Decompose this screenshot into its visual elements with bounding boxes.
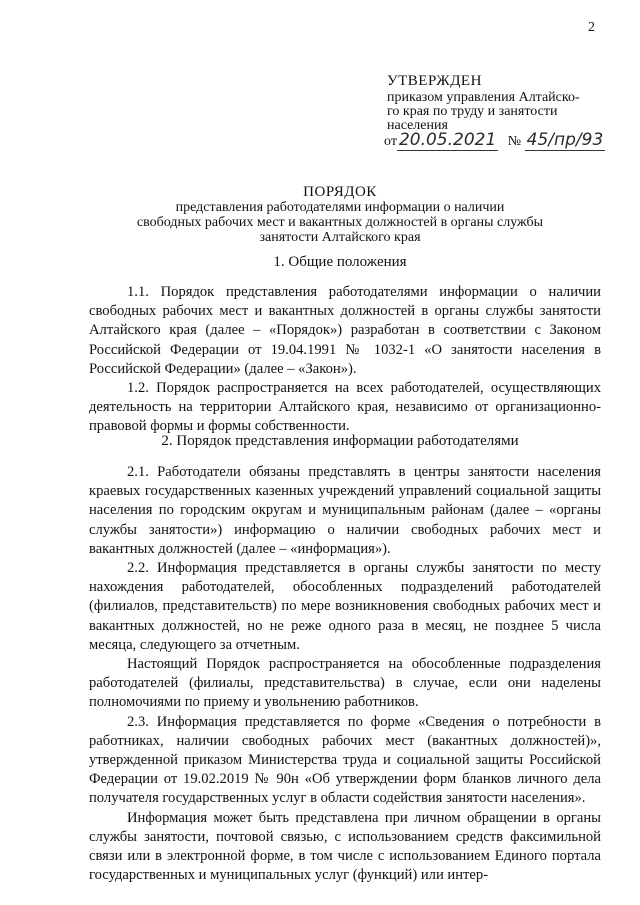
paragraph: 2.2. Информация представляется в органы службы занятости по месту нахождения работодателей, обособленных подразделений работодателей (филиалов, представительств) по мере возникновения свободных рабочих мест и вакантных должностей, но не реже одного раза в месяц, не позднее 5 числа месяца, следующего за отчетным. xyxy=(89,560,601,653)
section-body-general xyxy=(89,283,601,437)
paragraph: 2.1. Работодатели обязаны представлять в центры занятости населения краевых государственных казенных учреждений управлений социальной защиты населения по городским округам и муниципальным районам (далее – «органы службы занятости») информацию о наличии свободных рабочих мест и вакантных должностей (далее – «информация»). xyxy=(89,464,601,557)
title-line: занятости Алтайского края xyxy=(259,230,421,245)
paragraph: Информация может быть представлена при личном обращении в органы службы занятости, почтовой связью, с использованием средств факсимильной связи или в электронной форме, в том числе с использованием Единого портала государственных и муниципальных услуг (функций) или интер- xyxy=(89,809,601,884)
date-prefix: от xyxy=(384,134,397,149)
section-heading-procedure: 2. Порядок представления информации работодателями xyxy=(161,433,519,449)
paragraph: 1.1. Порядок представления работодателями информации о наличии свободных рабочих мест и вакантных должностей в органы службы занятости Алтайского края (далее – «Порядок») разработан в соответствии с Законом Российской Федерации от 19.04.1991 № 1032-1 «О занятости населения в Российской Федерации» (далее – «Закон»). xyxy=(89,284,601,377)
title-main: ПОРЯДОК xyxy=(303,184,377,200)
paragraph: 2.3. Информация представляется по форме «Сведения о потребности в работниках, наличии свободных рабочих мест (вакантных должностей)», утвержденной приказом Министерства труда и социальной защиты Российской Федерации от 19.02.2019 № 90н «Об утверждении форм бланков личного дела получателя государственных услуг в области содействия занятости населения». xyxy=(89,713,601,807)
page-number: 2 xyxy=(588,20,595,35)
title-line: представления работодателями информации о наличии xyxy=(175,200,505,215)
handwritten-date: 20.05.2021 xyxy=(398,130,497,150)
handwritten-order-number: 45/пр/93 xyxy=(526,130,604,150)
approval-heading: УТВЕРЖДЕН xyxy=(387,73,482,89)
approval-stamp xyxy=(384,74,614,149)
approval-line: населения xyxy=(387,118,448,133)
number-prefix: № xyxy=(507,134,522,149)
paragraph: 1.2. Порядок распространяется на всех работодателей, осуществляющих деятельность на территории Алтайского края, независимо от организационно-правовой формы и формы собственности. xyxy=(89,380,601,435)
section-heading-general: 1. Общие положения xyxy=(273,254,407,270)
approval-line: го края по труду и занятости xyxy=(387,104,558,119)
approval-line: приказом управления Алтайско- xyxy=(387,90,580,105)
paragraph: Настоящий Порядок распространяется на обособленные подразделения работодателей (филиалы, представительства) в случае, если они наделены полномочиями по приему и увольнению работников. xyxy=(89,656,601,711)
document-title xyxy=(60,185,620,245)
section-body-procedure xyxy=(89,463,601,885)
title-line: свободных рабочих мест и вакантных должностей в органы службы xyxy=(136,215,544,230)
approval-date-line xyxy=(384,130,614,150)
